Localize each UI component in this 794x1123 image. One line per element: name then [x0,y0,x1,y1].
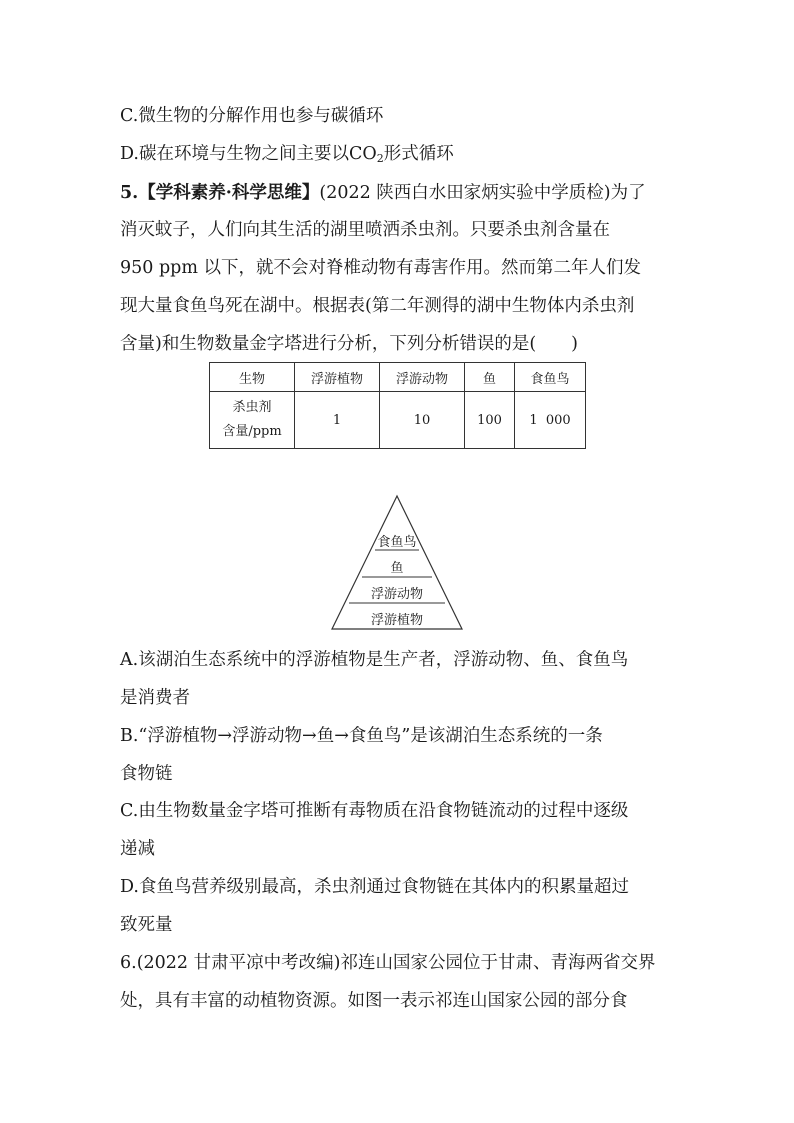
question-5-line-4: 现大量食鱼鸟死在湖中。根据表(第二年测得的湖中生物体内杀虫剂 [120,296,635,316]
pyramid-level-label: 浮游植物 [370,613,423,628]
table-cell: 1 [295,392,380,449]
question-5-number: 5. [120,183,139,203]
table-row-label-line-1: 杀虫剂 [232,400,272,415]
question-5-tag: 【学科素养·科学思维】 [138,183,320,203]
option-b-line-1: B.“浮游植物→浮游动物→鱼→食鱼鸟”是该湖泊生态系统的一条 [120,726,603,746]
option-a-line-2: 是消费者 [120,688,190,708]
question-5-line-5: 含量)和生物数量金字塔进行分析，下列分析错误的是( ) [120,334,578,354]
option-c-line-1: C.由生物数量金字塔可推断有毒物质在沿食物链流动的过程中逐级 [120,801,629,821]
pyramid-level-label: 鱼 [390,561,404,576]
option-d-text-a: D.碳在环境与生物之间主要以CO [120,144,377,164]
option-b-line-2: 食物链 [120,764,173,784]
option-c-line-2: 递减 [120,839,155,859]
table-header-cell: 浮游植物 [295,363,380,392]
pyramid-level-label: 浮游动物 [370,587,423,602]
pyramid-level-label: 食鱼鸟 [377,535,417,550]
table-header-cell: 鱼 [465,363,515,392]
option-d-line-1: D.食鱼鸟营养级别最高，杀虫剂通过食物链在其体内的积累量超过 [120,877,629,897]
table-header-cell: 食鱼鸟 [515,363,586,392]
option-d-line-2: 致死量 [120,915,173,935]
table-header-cell: 浮游动物 [380,363,465,392]
question-5-line-2: 消灭蚊子，人们向其生活的湖里喷洒杀虫剂。只要杀虫剂含量在 [120,220,610,240]
option-d-text-b: 形式循环 [383,144,454,164]
table-row [210,392,586,449]
question-6-line-2: 处，具有丰富的动植物资源。如图一表示祁连山国家公园的部分食 [120,991,628,1011]
option-a-line-1: A.该湖泊生态系统中的浮游植物是生产者，浮游动物、鱼、食鱼鸟 [120,650,629,670]
table-cell: 10 [380,392,465,449]
table-header-cell: 生物 [210,363,295,392]
table-row-label [210,392,295,449]
insecticide-table [209,362,586,449]
table-header-row [210,363,586,392]
question-6-line-1: 6.(2022 甘肃平凉中考改编)祁连山国家公园位于甘肃、青海两省交界 [120,953,656,973]
question-5-line-1 [120,181,646,205]
table-cell: 1 000 [515,392,586,449]
option-c-previous: C.微生物的分解作用也参与碳循环 [120,106,384,126]
question-5-source: (2022 陕西白水田家炳实验中学质检)为了 [319,183,646,203]
question-5-line-3: 950 ppm 以下，就不会对脊椎动物有毒害作用。然而第二年人们发 [120,258,642,278]
table-cell: 100 [465,392,515,449]
co2-subscript: 2 [376,152,384,165]
table-row-label-line-2: 含量/ppm [222,424,282,439]
option-d-previous [120,142,454,171]
